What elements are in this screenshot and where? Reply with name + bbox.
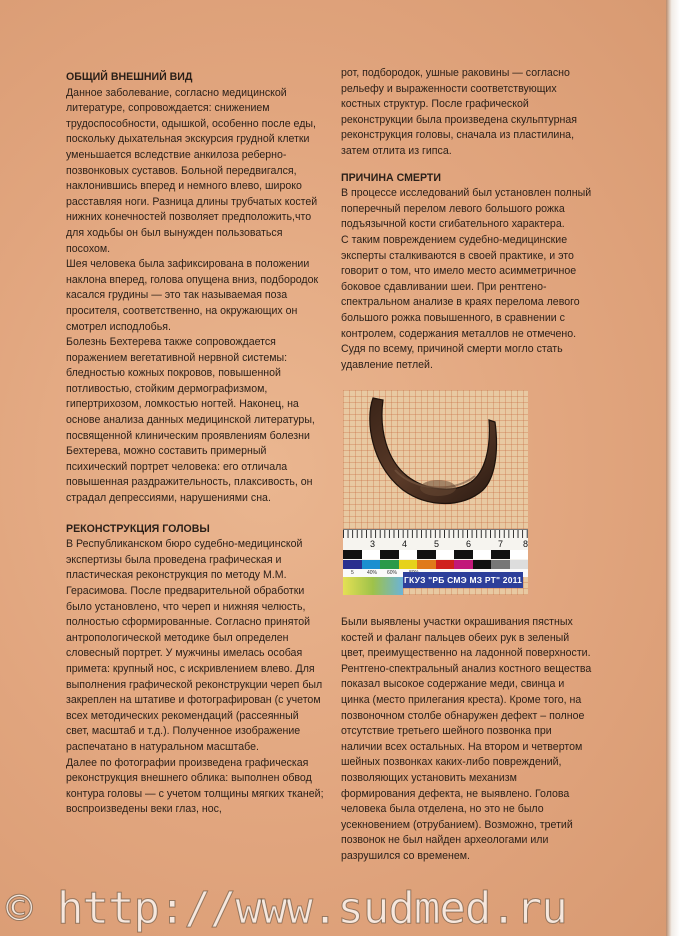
section-heading-appearance: ОБЩИЙ ВНЕШНИЙ ВИД xyxy=(66,71,193,83)
watermark: © http://www.sudmed.ru xyxy=(6,883,567,934)
right-column-top xyxy=(341,66,593,373)
bone-photo xyxy=(343,390,528,595)
ruler-number: 3 xyxy=(370,539,376,549)
ruler-number: 5 xyxy=(434,539,440,549)
color-calibration-bar xyxy=(343,560,528,569)
paragraph: В процессе исследований был установлен полный поперечный перелом левого большого рожка подъязычной кости сгибательного характера. xyxy=(341,187,592,231)
paragraph: Были выявлены участки окрашивания пястных костей и фаланг пальцев обеих рук в зеленый цвет, преимущественно на ладонной поверхности. Рентгено-спектральный анализ костного вещества показал высокое содержание меди, свинца и цинка (место прилегания креста). Кроме того, на позвоночном столбе обнаружен дефект – полное отсутствие третьего шейного позвонка при наличии всех остальных. На втором и четвертом шейных позвонках каких-либо повреждений, позволяющих установить механизм формирования дефекта, не выявлено. Голова человека была отделена, но это не было усекновением (отрубанием). Возможно, третий позвонок не был найден археологами или разрушился со временем. xyxy=(341,616,592,862)
percent-label: 40% xyxy=(367,570,378,576)
percent-label: 5 xyxy=(351,570,354,576)
hyoid-bone-image xyxy=(343,390,528,530)
scale-ruler xyxy=(343,529,528,560)
page-edge xyxy=(666,0,680,936)
paragraph: Болезнь Бехтерева также сопровождается поражением вегетативной нервной системы: бледностью кожных покровов, повышенной потливостью, стойким дермографизмом, гипертрихозом, ломкостью ногтей. Наконец, на основе анализа данных медицинской литературы, посвященной клиническим проявлениям болезни Бехтерева, можно составить примерный психический портрет человека: его отличала повышенная раздражительность, плаксивость, он страдал депрессиями, нарушениями сна. xyxy=(66,336,315,505)
paragraph: Данное заболевание, согласно медицинской литературе, сопровождается: снижением трудоспособности, одышкой, особенно после еды, поскольку дыхательная экскурсия грудной клетки уменьшается вследствие анкилоза реберно-позвонковых суставов. Больной передвигался, наклонившись вперед и немного влево, широко расставляя ноги. Разница длины трубчатых костей нижних конечностей позволяет предположить,что для ходьбы он был вынужден пользоваться посохом. xyxy=(66,86,318,255)
percent-label: 60% xyxy=(387,570,398,576)
ruler-number: 8 xyxy=(523,539,528,549)
section-heading-reconstruction: РЕКОНСТРУКЦИЯ ГОЛОВЫ xyxy=(66,522,210,535)
color-strip xyxy=(343,577,403,595)
ruler-number: 4 xyxy=(402,539,408,549)
ruler-number: 6 xyxy=(466,539,472,549)
paragraph: С таким повреждением судебно-медицинские эксперты сталкиваются в своей практике, и это говорит о том, что имело место асимметричное боковое сдавливании шеи. При рентгено-спектральном анализе в краях перелома левого большого рожка повышенного, в сравнении с контролем, содержания металлов не отмечено. Судя по всему, причиной смерти могло стать удавление петлей. xyxy=(341,233,580,371)
right-column-bottom xyxy=(341,615,593,865)
paragraph: Далее по фотографии произведена графическая реконструкция внешнего облика: выполнен обвод контура головы — с учетом толщины мягких тканей; воспроизведены веки глаз, нос, xyxy=(66,756,324,816)
paragraph: В Республиканском бюро судебно-медицинской экспертизы была проведена графическая и пластическая реконструкция по методу М.М. Герасимова. После предварительной обработки было установлено, что череп и нижняя челюсть, полностью сформированные. Согласно принятой антропологической методике был определен словесный портрет. У мужчины имелась особая примета: крупный нос, с искривлением влево. Для выполнения графической реконструкции череп был закреплен на штативе и фотографирован (с учетом всех методических рекомендаций (рассеянный свет, масштаб и т.д.). Полученное изображение распечатано в натуральном масштабе. xyxy=(66,538,323,753)
paragraph-continuation: рот, подбородок, ушные раковины — согласно рельефу и выраженности соответствующих костных структур. После графической реконструкции была произведена скульптурная реконструкция головы, сначала из пластилина, затем отлита из гипса. xyxy=(341,67,577,157)
photo-caption-label: ГКУЗ "РБ СМЭ МЗ РТ" 2011 xyxy=(403,572,523,588)
ruler-number: 7 xyxy=(498,539,504,549)
paragraph: Шея человека была зафиксирована в положении наклона вперед, голова опущена вниз, подбородок касался грудины — это так называемая поза просителя, соответственно, на окружающих он смотрел исподлобья. xyxy=(66,258,319,333)
section-heading-cause-of-death: ПРИЧИНА СМЕРТИ xyxy=(341,171,442,184)
left-column xyxy=(66,70,324,818)
